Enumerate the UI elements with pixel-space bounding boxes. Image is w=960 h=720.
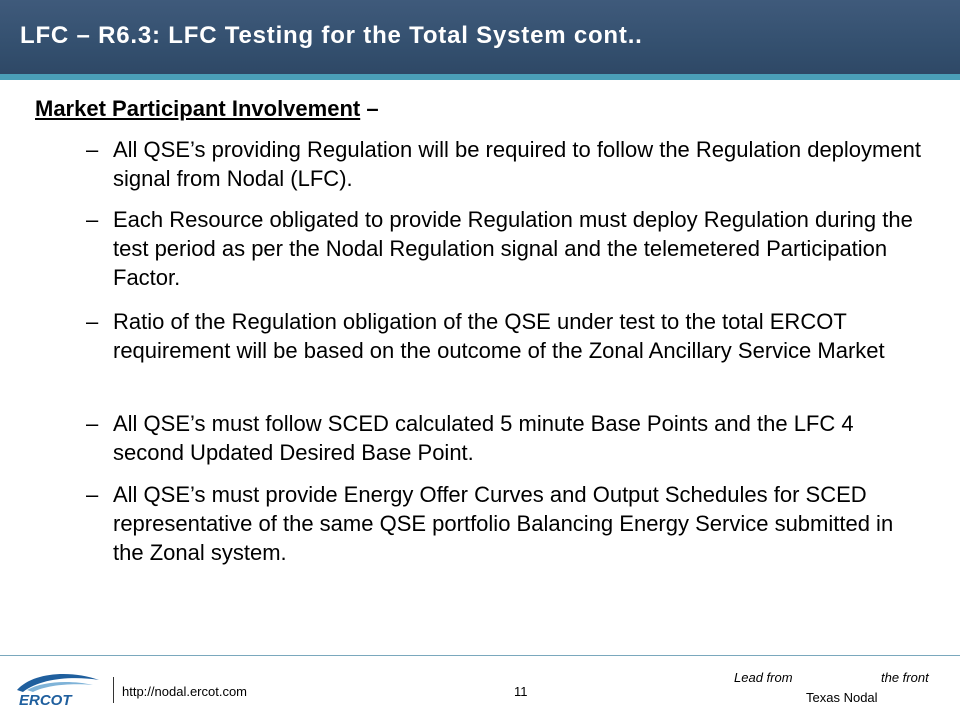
- bullet-dash: –: [86, 309, 99, 334]
- footer-org: Texas Nodal: [806, 690, 878, 705]
- footer-url-link[interactable]: http://nodal.ercot.com: [122, 684, 248, 699]
- bullet-dash: –: [86, 482, 99, 507]
- bullet-text: Ratio of the Regulation obligation of the QSE under test to the total ERCOT requirement will be based on the outcome of the Zonal Ancillary Service Market: [113, 309, 885, 363]
- title-accent-stripe: [0, 74, 960, 80]
- bullet-text: All QSE’s must follow SCED calculated 5 minute Base Points and the LFC 4 second Updated Desired Base Point.: [113, 411, 854, 465]
- bullet-text: All QSE’s must provide Energy Offer Curves and Output Schedules for SCED representative of the same QSE portfolio Balancing Energy Service submitted in the Zonal system.: [113, 482, 894, 565]
- bullet-text: Each Resource obligated to provide Regulation must deploy Regulation during the test period as per the Nodal Regulation signal and the telemetered Participation Factor.: [113, 207, 913, 290]
- title-bar: [0, 0, 960, 74]
- section-heading-underlined: Market Participant Involvement: [35, 96, 361, 121]
- footer-rule: [0, 655, 960, 656]
- section-heading: [35, 96, 379, 122]
- footer-divider: [113, 677, 114, 703]
- bullet-dash: –: [86, 411, 99, 436]
- bullet-dash: –: [86, 207, 99, 232]
- bullet-text: All QSE’s providing Regulation will be required to follow the Regulation deployment signal from Nodal (LFC).: [113, 137, 921, 191]
- bullet-dash: –: [86, 137, 99, 162]
- logo-wordmark: ERCOT: [19, 692, 72, 708]
- section-heading-suffix: –: [360, 96, 379, 121]
- page-number: 11: [514, 684, 528, 699]
- ercot-logo: [13, 668, 103, 708]
- tagline-right: the front: [881, 670, 929, 685]
- slide-title: LFC – R6.3: LFC Testing for the Total System cont..: [20, 22, 643, 49]
- tagline-left: Lead from: [734, 670, 793, 685]
